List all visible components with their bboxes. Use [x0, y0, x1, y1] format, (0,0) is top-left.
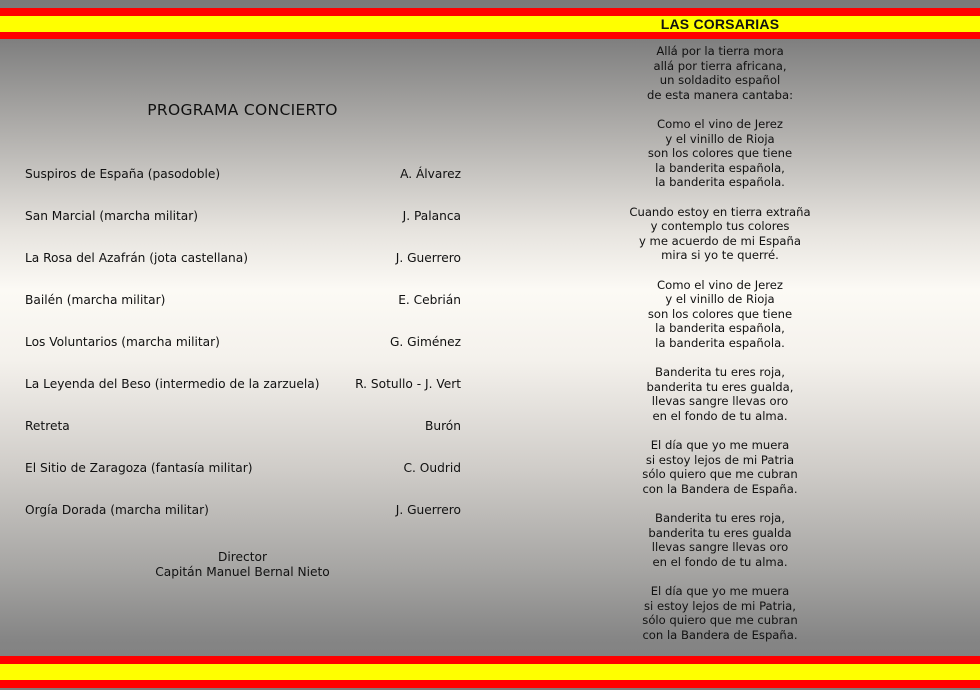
program-item — [25, 418, 461, 460]
lyrics — [620, 44, 820, 657]
piece-composer: J. Guerrero — [395, 503, 461, 517]
lyric-line: El día que yo me muera — [650, 583, 790, 598]
director-label: Director — [218, 550, 267, 564]
lyric-line: Cuando estoy en tierra extraña — [629, 204, 811, 219]
piece-composer: E. Cebrián — [398, 293, 461, 307]
piece-composer: C. Oudrid — [403, 461, 461, 475]
piece-title: Orgía Dorada (marcha militar) — [25, 503, 209, 517]
program-item — [25, 460, 461, 502]
program-list — [25, 166, 461, 544]
director-credit — [0, 550, 485, 580]
piece-title: Retreta — [25, 419, 70, 433]
stanza — [620, 117, 820, 190]
piece-composer: J. Guerrero — [395, 251, 461, 265]
stanza — [620, 365, 820, 423]
piece-composer: R. Sotullo - J. Vert — [355, 377, 461, 391]
lyric-line: la banderita española, — [655, 160, 785, 175]
lyric-line: Banderita tu eres roja, — [655, 365, 785, 380]
lyric-line: la banderita española, — [655, 321, 785, 336]
flag-stripe-yellow — [0, 16, 980, 32]
stanza — [620, 205, 820, 263]
lyric-line: Como el vino de Jerez — [657, 277, 783, 292]
lyric-line: la banderita española. — [655, 175, 785, 190]
lyric-line: en el fondo de tu alma. — [652, 408, 788, 423]
lyric-line: con la Bandera de España. — [642, 481, 798, 496]
lyric-line: y el vinillo de Rioja — [665, 131, 775, 146]
lyric-line: sólo quiero que me cubran — [642, 613, 798, 628]
lyric-line: y contemplo tus colores — [650, 219, 790, 234]
lyric-line: con la Bandera de España. — [642, 627, 798, 642]
lyric-line: un soldadito español — [659, 73, 781, 88]
stanza — [620, 511, 820, 569]
piece-title: La Leyenda del Beso (intermedio de la zarzuela) — [25, 377, 320, 391]
lyric-line: Banderita tu eres roja, — [655, 511, 785, 525]
lyric-line: sólo quiero que me cubran — [642, 467, 798, 482]
lyric-line: y me acuerdo de mi España — [639, 233, 801, 248]
lyric-line: la banderita española. — [655, 335, 785, 350]
program-item — [25, 208, 461, 250]
flag-stripe-red — [0, 656, 980, 664]
program-item — [25, 292, 461, 334]
program-item — [25, 376, 461, 418]
piece-title: Bailén (marcha militar) — [25, 293, 166, 307]
lyric-line: Como el vino de Jerez — [657, 116, 783, 131]
stanza — [620, 44, 820, 102]
song-title: LAS CORSARIAS — [660, 16, 780, 32]
director-name: Capitán Manuel Bernal Nieto — [155, 565, 330, 579]
piece-title: San Marcial (marcha militar) — [25, 209, 198, 223]
lyric-line: banderita tu eres gualda, — [646, 379, 794, 394]
flag-stripe-yellow — [0, 664, 980, 680]
lyric-line: El día que yo me muera — [650, 438, 790, 453]
lyric-line: llevas sangre llevas oro — [651, 540, 789, 555]
lyric-line: allá por tierra africana, — [653, 58, 787, 73]
program-item — [25, 502, 461, 544]
stanza — [620, 438, 820, 496]
lyric-line: en el fondo de tu alma. — [652, 554, 788, 569]
piece-composer: G. Giménez — [389, 335, 461, 349]
lyric-line: de esta manera cantaba: — [647, 87, 793, 102]
lyric-line: si estoy lejos de mi Patria — [645, 452, 795, 467]
piece-title: El Sitio de Zaragoza (fantasía militar) — [25, 461, 253, 475]
program-item — [25, 250, 461, 292]
lyric-line: mira si yo te querré. — [661, 248, 779, 263]
program-heading: PROGRAMA CONCIERTO — [147, 101, 338, 119]
piece-title: La Rosa del Azafrán (jota castellana) — [25, 251, 248, 265]
lyric-line: y el vinillo de Rioja — [665, 292, 775, 307]
piece-title: Los Voluntarios (marcha militar) — [25, 335, 220, 349]
piece-composer: A. Álvarez — [400, 167, 461, 181]
flag-band-top — [0, 8, 980, 39]
piece-title: Suspiros de España (pasodoble) — [25, 167, 221, 181]
lyric-line: son los colores que tiene — [647, 306, 793, 321]
lyric-line: Allá por la tierra mora — [656, 44, 784, 58]
piece-composer: Burón — [424, 419, 461, 433]
program-item — [25, 334, 461, 376]
program-item — [25, 166, 461, 208]
flag-band-bottom — [0, 656, 980, 688]
stanza — [620, 584, 820, 642]
lyric-line: si estoy lejos de mi Patria, — [644, 598, 796, 613]
lyric-line: llevas sangre llevas oro — [651, 394, 789, 409]
lyric-line: banderita tu eres gualda — [648, 525, 792, 540]
flag-stripe-red — [0, 680, 980, 688]
piece-composer: J. Palanca — [402, 209, 461, 223]
stanza — [620, 278, 820, 351]
lyric-line: son los colores que tiene — [647, 146, 793, 161]
program-page — [0, 38, 490, 656]
flag-stripe-red — [0, 8, 980, 16]
